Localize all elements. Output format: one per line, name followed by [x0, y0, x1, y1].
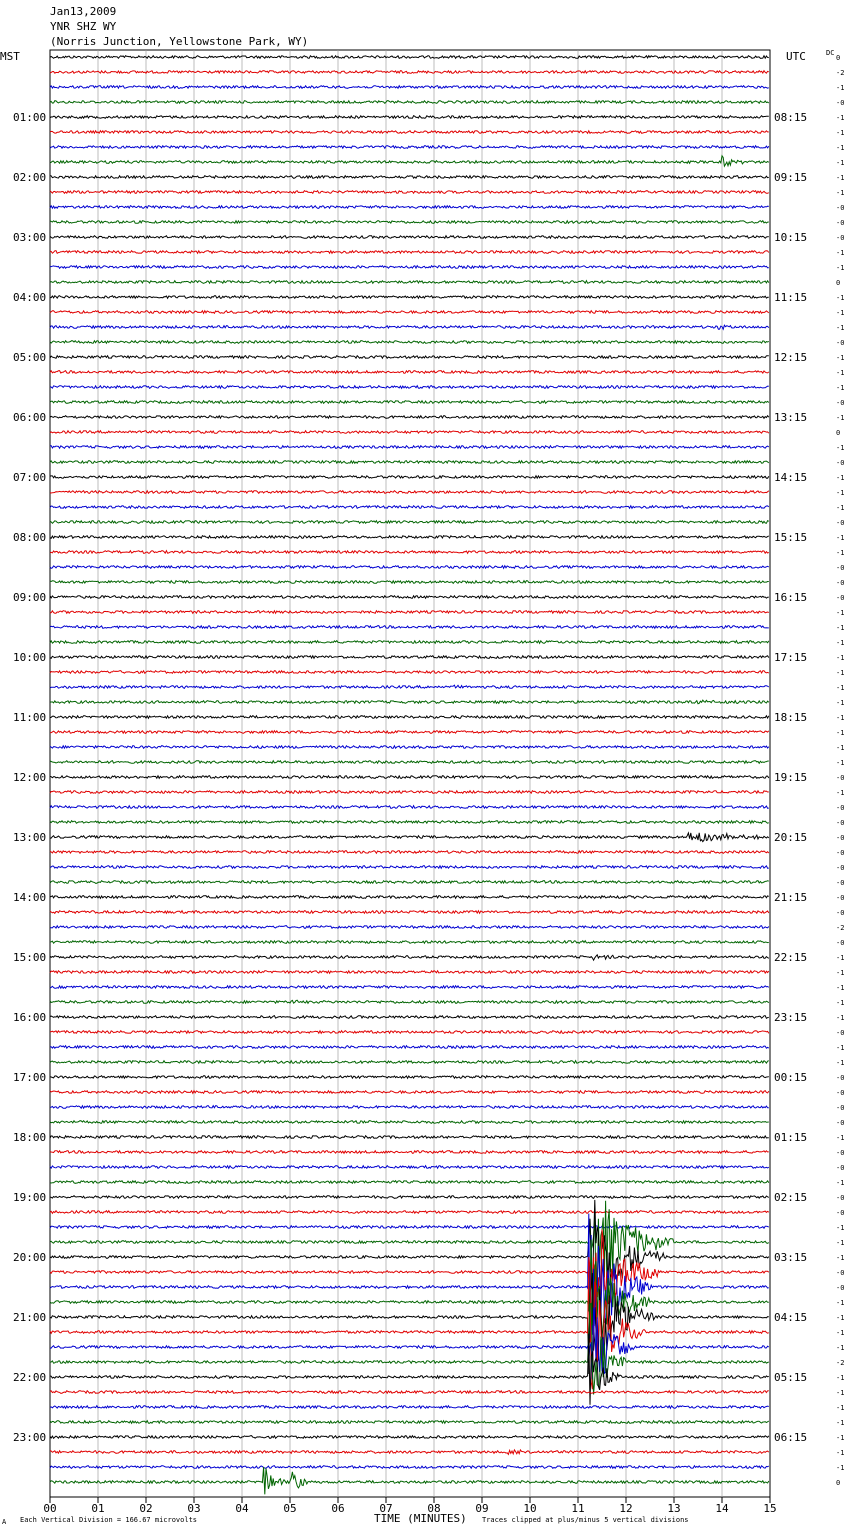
trace-line: [50, 1391, 769, 1394]
trace-line: [50, 1166, 769, 1169]
trace-line: [50, 206, 769, 209]
dc-offset-label: -1: [836, 1179, 845, 1187]
x-tick-label: 12: [619, 1502, 633, 1515]
trace-line: [50, 1201, 769, 1297]
right-hour-label: 13:15: [774, 411, 808, 424]
trace-line: [50, 821, 769, 824]
dc-offset-label: -0: [836, 1164, 845, 1172]
dc-offset-label: 0: [836, 429, 841, 437]
trace-line: [50, 416, 769, 419]
x-axis-title: TIME (MINUTES): [374, 1512, 467, 1525]
trace-line: [50, 791, 769, 794]
dc-offset-label: -1: [836, 294, 845, 302]
dc-offset-label: -1: [836, 1314, 845, 1322]
trace-line: [50, 1046, 769, 1049]
trace-line: [50, 700, 769, 704]
trace-line: [50, 926, 769, 929]
station-location: (Norris Junction, Yellowstone Park, WY): [50, 35, 309, 48]
right-hour-label: 14:15: [774, 471, 808, 484]
trace-line: [50, 101, 769, 104]
trace-line: [50, 371, 769, 374]
dc-offset-label: -1: [836, 744, 845, 752]
dc-offset-label: -0: [836, 99, 845, 107]
right-hour-label: 16:15: [774, 591, 808, 604]
dc-offset-label: -0: [836, 939, 845, 947]
dc-offset-label: -1: [836, 1434, 845, 1442]
right-hour-label: 18:15: [774, 711, 808, 724]
dc-offset-label: -1: [836, 549, 845, 557]
x-tick-label: 04: [235, 1502, 249, 1515]
trace-line: [50, 86, 769, 89]
dc-offset-label: -1: [836, 144, 845, 152]
dc-offset-label: -0: [836, 909, 845, 917]
right-hour-label: 20:15: [774, 831, 808, 844]
dc-offset-label: -2: [836, 69, 845, 77]
trace-line: [50, 296, 769, 299]
trace-line: [50, 1000, 769, 1003]
dc-offset-label: -1: [836, 1404, 845, 1412]
trace-line: [50, 581, 769, 584]
left-hour-label: 15:00: [13, 951, 47, 964]
x-tick-label: 05: [283, 1502, 297, 1515]
trace-line: [50, 236, 769, 239]
trace-line: [50, 971, 769, 974]
left-hour-label: 03:00: [13, 231, 47, 244]
x-tick-label: 07: [379, 1502, 393, 1515]
left-hour-label: 07:00: [13, 471, 47, 484]
dc-offset-label: -1: [836, 1329, 845, 1337]
seismic-traces: [50, 56, 769, 1495]
trace-line: [50, 1136, 769, 1139]
trace-line: [50, 131, 769, 134]
dc-offset-label: -2: [836, 1359, 845, 1367]
dc-offset-label: -1: [836, 264, 845, 272]
x-tick-label: 02: [139, 1502, 153, 1515]
trace-line: [50, 1151, 769, 1154]
dc-offset-label: -1: [836, 189, 845, 197]
trace-line: [50, 1016, 769, 1019]
trace-line: [50, 955, 769, 960]
x-tick-label: 10: [523, 1502, 537, 1515]
dc-offset-label: -1: [836, 789, 845, 797]
dc-offset-label: -1: [836, 1389, 845, 1397]
trace-line: [50, 311, 769, 314]
left-hour-label: 11:00: [13, 711, 47, 724]
right-hour-label: 23:15: [774, 1011, 808, 1024]
left-hour-label: 16:00: [13, 1011, 47, 1024]
trace-line: [50, 685, 769, 688]
left-hour-label: 05:00: [13, 351, 47, 364]
dc-offset-label: 0: [836, 279, 841, 287]
dc-offset-label: -0: [836, 459, 845, 467]
left-hour-label: 10:00: [13, 651, 47, 664]
trace-line: [50, 1334, 769, 1405]
trace-line: [50, 1466, 769, 1469]
scale-note: Each Vertical Division = 166.67 microvolts: [20, 1516, 198, 1524]
dc-offset-label: -1: [836, 1059, 845, 1067]
dc-offset-label: -1: [836, 1224, 845, 1232]
trace-line: [50, 1436, 769, 1439]
dc-offset-label: -1: [836, 384, 845, 392]
dc-offset-label: -0: [836, 219, 845, 227]
trace-line: [50, 1226, 769, 1229]
trace-line: [50, 896, 769, 899]
dc-offset-label: -1: [836, 114, 845, 122]
left-hour-label: 18:00: [13, 1131, 47, 1144]
x-tick-label: 01: [91, 1502, 105, 1515]
trace-line: [50, 1450, 769, 1455]
trace-line: [50, 461, 769, 464]
trace-line: [50, 596, 769, 599]
trace-line: [50, 716, 769, 719]
dc-offset-label: -1: [836, 489, 845, 497]
trace-line: [50, 521, 769, 524]
trace-line: [50, 911, 769, 914]
dc-offset-label: -1: [836, 354, 845, 362]
trace-line: [50, 341, 769, 344]
trace-line: [50, 611, 769, 614]
trace-line: [50, 656, 769, 659]
right-hour-label: 10:15: [774, 231, 808, 244]
dc-offset-label: -1: [836, 1014, 845, 1022]
trace-line: [50, 1196, 769, 1199]
dc-offset-label: -1: [836, 759, 845, 767]
trace-line: [50, 566, 769, 569]
right-hour-label: 17:15: [774, 651, 808, 664]
dc-offset-label: -1: [836, 444, 845, 452]
dc-offset-label: -1: [836, 624, 845, 632]
trace-line: [50, 986, 769, 989]
trace-line: [50, 491, 769, 494]
trace-line: [50, 1467, 769, 1494]
trace-line: [50, 251, 769, 254]
dc-offset-label: -0: [836, 1104, 845, 1112]
dc-offset-label: -1: [836, 669, 845, 677]
left-hour-label: 09:00: [13, 591, 47, 604]
x-tick-label: 03: [187, 1502, 201, 1515]
trace-line: [50, 221, 769, 224]
right-hour-label: 09:15: [774, 171, 808, 184]
trace-line: [50, 941, 769, 944]
trace-line: [50, 325, 769, 329]
trace-line: [50, 1091, 769, 1094]
right-hour-label: 03:15: [774, 1251, 808, 1264]
dc-offset-label: -1: [836, 129, 845, 137]
clip-note: Traces clipped at plus/minus 5 vertical divisions: [482, 1516, 689, 1524]
left-hour-label: 20:00: [13, 1251, 47, 1264]
dc-offset-label: -1: [836, 414, 845, 422]
right-hour-label: 01:15: [774, 1131, 808, 1144]
dc-offset-label: -1: [836, 534, 845, 542]
trace-line: [50, 281, 769, 284]
dc-offset-label: -0: [836, 849, 845, 857]
trace-line: [50, 1076, 769, 1079]
right-hour-label: 04:15: [774, 1311, 808, 1324]
dc-offset-label: -1: [836, 1344, 845, 1352]
trace-line: [50, 116, 769, 119]
right-hour-label: 02:15: [774, 1191, 808, 1204]
trace-line: [50, 1061, 769, 1064]
dc-offset-label: -1: [836, 954, 845, 962]
dc-offset-label: -0: [836, 834, 845, 842]
left-hour-label: 02:00: [13, 171, 47, 184]
trace-line: [50, 1031, 769, 1034]
trace-line: [50, 156, 769, 166]
dc-offset-label: -1: [836, 1374, 845, 1382]
right-hour-label: 15:15: [774, 531, 808, 544]
trace-line: [50, 746, 769, 749]
trace-line: [50, 1181, 769, 1184]
right-hour-label: 06:15: [774, 1431, 808, 1444]
dc-offset-label: -1: [836, 1464, 845, 1472]
trace-line: [50, 671, 769, 674]
left-timezone-label: MST: [0, 50, 20, 63]
trace-line: [50, 266, 769, 269]
dc-offset-label: -0: [836, 204, 845, 212]
dc-offset-label: -0: [836, 1074, 845, 1082]
left-hour-label: 21:00: [13, 1311, 47, 1324]
dc-offset-label: -1: [836, 369, 845, 377]
dc-offset-header: DC: [826, 49, 835, 57]
dc-offset-label: -0: [836, 1149, 845, 1157]
dc-offset-label: 0: [836, 54, 841, 62]
dc-offset-label: -0: [836, 1119, 845, 1127]
dc-offset-label: -1: [836, 309, 845, 317]
record-date: Jan13,2009: [50, 5, 117, 18]
x-tick-label: 08: [427, 1502, 441, 1515]
dc-offset-label: -0: [836, 564, 845, 572]
corner-mark: A: [2, 1518, 7, 1526]
left-hour-label: 06:00: [13, 411, 47, 424]
trace-line: [50, 776, 769, 779]
dc-offset-label: -1: [836, 654, 845, 662]
left-hour-label: 13:00: [13, 831, 47, 844]
dc-offset-label: -1: [836, 1449, 845, 1457]
dc-offset-label: -0: [836, 804, 845, 812]
trace-line: [50, 191, 769, 194]
dc-offset-label: -0: [836, 819, 845, 827]
trace-line: [50, 146, 769, 149]
left-hour-label: 22:00: [13, 1371, 47, 1384]
left-hour-label: 04:00: [13, 291, 47, 304]
trace-line: [50, 386, 769, 389]
dc-offset-label: -1: [836, 639, 845, 647]
right-hour-label: 00:15: [774, 1071, 808, 1084]
trace-line: [50, 641, 769, 644]
dc-offset-label: -1: [836, 504, 845, 512]
dc-offset-label: -0: [836, 1194, 845, 1202]
trace-line: [50, 1106, 769, 1109]
right-hour-label: 22:15: [774, 951, 808, 964]
dc-offset-label: -2: [836, 924, 845, 932]
trace-line: [50, 176, 769, 179]
dc-offset-label: -0: [836, 1029, 845, 1037]
trace-line: [50, 626, 769, 629]
trace-line: [50, 431, 769, 434]
x-tick-label: 06: [331, 1502, 345, 1515]
axis-labels: [13, 54, 844, 1515]
trace-line: [50, 56, 769, 59]
trace-line: [50, 806, 769, 809]
dc-offset-label: -1: [836, 249, 845, 257]
left-hour-label: 01:00: [13, 111, 47, 124]
dc-offset-label: -1: [836, 714, 845, 722]
trace-line: [50, 506, 769, 509]
trace-line: [50, 446, 769, 449]
trace-line: [50, 1421, 769, 1424]
trace-line: [50, 1214, 769, 1339]
dc-offset-label: -1: [836, 1419, 845, 1427]
trace-line: [50, 536, 769, 539]
x-tick-label: 00: [43, 1502, 57, 1515]
right-hour-label: 08:15: [774, 111, 808, 124]
dc-offset-label: -1: [836, 324, 845, 332]
trace-line: [50, 731, 769, 734]
trace-line: [50, 1211, 769, 1214]
trace-line: [50, 1121, 769, 1124]
x-tick-label: 09: [475, 1502, 489, 1515]
dc-offset-label: -0: [836, 1089, 845, 1097]
dc-offset-label: -1: [836, 1239, 845, 1247]
dc-offset-label: -1: [836, 684, 845, 692]
trace-line: [50, 1200, 769, 1296]
trace-line: [50, 401, 769, 404]
left-hour-label: 14:00: [13, 891, 47, 904]
dc-offset-label: -1: [836, 729, 845, 737]
trace-line: [50, 551, 769, 554]
dc-offset-label: -0: [836, 579, 845, 587]
trace-line: [50, 1257, 769, 1389]
station-code: YNR SHZ WY: [50, 20, 117, 33]
dc-offset-label: -0: [836, 774, 845, 782]
trace-line: [50, 833, 769, 842]
dc-offset-label: -0: [836, 1209, 845, 1217]
left-hour-label: 12:00: [13, 771, 47, 784]
dc-offset-label: -1: [836, 1299, 845, 1307]
dc-offset-label: -1: [836, 609, 845, 617]
dc-offset-label: -1: [836, 984, 845, 992]
x-tick-label: 15: [763, 1502, 777, 1515]
trace-line: [50, 866, 769, 869]
dc-offset-label: -1: [836, 1254, 845, 1262]
dc-offset-label: -0: [836, 1284, 845, 1292]
dc-offset-label: -1: [836, 1134, 845, 1142]
dc-offset-label: -1: [836, 1044, 845, 1052]
trace-line: [50, 356, 769, 359]
left-hour-label: 23:00: [13, 1431, 47, 1444]
dc-offset-label: 0: [836, 1479, 841, 1487]
left-hour-label: 19:00: [13, 1191, 47, 1204]
dc-offset-label: -1: [836, 699, 845, 707]
trace-line: [50, 1406, 769, 1409]
x-tick-label: 14: [715, 1502, 729, 1515]
trace-line: [50, 476, 769, 479]
dc-offset-label: -0: [836, 864, 845, 872]
dc-offset-label: -1: [836, 174, 845, 182]
trace-line: [50, 881, 769, 884]
trace-line: [50, 851, 769, 854]
dc-offset-label: -0: [836, 339, 845, 347]
dc-offset-label: -1: [836, 84, 845, 92]
dc-offset-label: -0: [836, 1269, 845, 1277]
dc-offset-label: -0: [836, 519, 845, 527]
dc-offset-label: -0: [836, 594, 845, 602]
right-hour-label: 21:15: [774, 891, 808, 904]
trace-line: [50, 71, 769, 74]
dc-offset-label: -0: [836, 894, 845, 902]
dc-offset-label: -1: [836, 999, 845, 1007]
x-tick-label: 13: [667, 1502, 681, 1515]
dc-offset-label: -1: [836, 159, 845, 167]
left-hour-label: 08:00: [13, 531, 47, 544]
trace-line: [50, 1240, 769, 1338]
dc-offset-label: -0: [836, 234, 845, 242]
x-tick-label: 11: [571, 1502, 585, 1515]
dc-offset-label: -1: [836, 474, 845, 482]
right-hour-label: 12:15: [774, 351, 808, 364]
right-hour-label: 05:15: [774, 1371, 808, 1384]
right-timezone-label: UTC: [786, 50, 806, 63]
right-hour-label: 19:15: [774, 771, 808, 784]
left-hour-label: 17:00: [13, 1071, 47, 1084]
trace-line: [50, 761, 769, 764]
dc-offset-label: -1: [836, 969, 845, 977]
dc-offset-label: -0: [836, 399, 845, 407]
right-hour-label: 11:15: [774, 291, 808, 304]
dc-offset-label: -0: [836, 879, 845, 887]
